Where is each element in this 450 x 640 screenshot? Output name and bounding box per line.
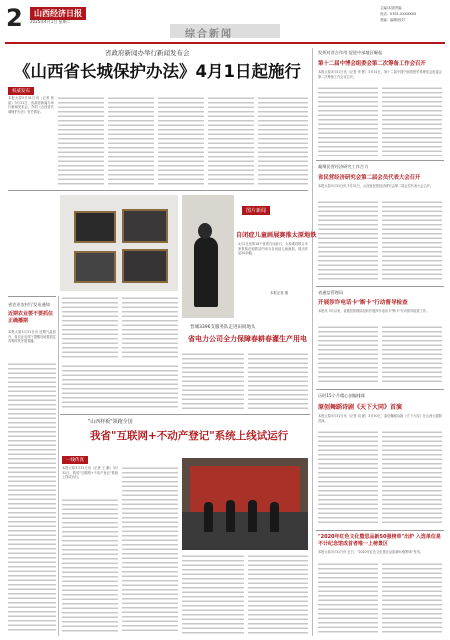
bottom-headline: 我省"互联网+不动产登记"系统上线试运行 — [90, 430, 289, 442]
bottom-tag: 一线传真 — [62, 456, 88, 464]
right-rule-2 — [316, 286, 444, 287]
paper-name: 山西经济日报 — [30, 7, 86, 20]
bottom-rule — [60, 414, 310, 415]
visitor-head — [198, 223, 212, 239]
mid-col-1 — [62, 296, 118, 360]
right-low2-lede: 本报太原3月31日讯（记者 刘 媛）3月30日，原创舞蹈诗剧《天下大同》在山西大剧院首演。 — [318, 414, 442, 423]
design-line: 美编：编辑/校对 — [380, 18, 405, 22]
person-2 — [226, 500, 235, 532]
editor-line: 主编/本版责编 — [380, 6, 402, 10]
painting-frame-3 — [74, 251, 116, 283]
right-mid-body-2 — [382, 200, 442, 282]
right-bottom-body — [318, 562, 378, 634]
lead-lede: 本报太原3月31日讯（记者 张 晶）3月31日，省政府新闻办举行新闻发布会，介绍《山西省长城保护办法》有关情况。 — [8, 96, 54, 114]
left-kicker: 省农业农村厅发布通知 — [8, 302, 50, 307]
person-4 — [270, 502, 279, 532]
masthead-rule — [5, 42, 445, 44]
right-top-kicker: 发挥对晋合作用 促进中部地区崛起 — [318, 50, 383, 55]
lead-body-3 — [158, 96, 204, 186]
right-low2-body — [318, 430, 378, 526]
photo-paintings — [60, 195, 178, 291]
page-number: 2 — [6, 4, 23, 32]
bottom-lede: 本报太原3月31日讯（记者 王 鹏）3月31日，我省"互联网+不动产登记"系统上线试运行。 — [62, 466, 118, 479]
painting-frame-1 — [74, 211, 116, 243]
date-line: 2025年4月1日 星期二 — [30, 19, 71, 24]
left-intro: 本报太原3月31日讯 近期气温回升，省农业农村厅提醒各地要抓住有利时机开展春播。 — [8, 330, 56, 343]
right-bottom-lede: 本报太原3月31日讯 近日，"2020年红色文化景区品质新50强榜单"发布。 — [318, 550, 424, 554]
right-top-body-2 — [382, 86, 442, 156]
painting-frame-2 — [122, 209, 168, 243]
right-mid-kicker: 凝聚民营经济研究工作合力 — [318, 164, 369, 169]
right-rule-4 — [316, 530, 444, 531]
photo-launch-ceremony — [182, 458, 308, 550]
right-low2-headline: 原创舞蹈诗剧《天下大同》首演 — [318, 404, 403, 411]
masthead — [0, 0, 450, 44]
photo-visitor — [182, 195, 234, 318]
right-low-body-2 — [382, 325, 442, 385]
lead-rule — [8, 190, 308, 191]
left-rule — [8, 296, 56, 297]
photo-news-credit: 本报记者 摄 — [270, 291, 289, 295]
bottom-col-3 — [182, 554, 244, 634]
lead-headline: 《山西省长城保护办法》4月1日起施行 — [14, 62, 301, 81]
person-3 — [248, 500, 257, 532]
right-mid-lede: 本报太原3月31日讯 3月31日，山西省民营经济研究会第二届会员代表大会召开。 — [318, 184, 434, 188]
right-top-body — [318, 86, 378, 156]
right-mid-body — [318, 200, 378, 282]
lead-body-1 — [58, 96, 104, 186]
right-top-headline: 第十二届中博会组委会第二次筹备工作会召开 — [318, 61, 426, 67]
lead-kicker: 省政府新闻办举行新闻发布会 — [105, 49, 190, 57]
right-low2-body-2 — [382, 430, 442, 526]
lead-tag: 权威发布 — [8, 87, 34, 95]
section-title: 综合新闻 — [185, 29, 233, 40]
mid-body-2 — [248, 352, 308, 410]
column-divider — [312, 48, 313, 636]
mid-headline: 省电力公司全力保障春耕春灌生产用电 — [188, 335, 307, 343]
bottom-kicker: "山西样板"领跑全国 — [88, 419, 133, 425]
right-bottom-body-2 — [382, 562, 442, 634]
bottom-col-4 — [248, 554, 308, 634]
right-bottom-headline: "2020年红色文化暨思品新50强榜单"出炉 入选单位是不计纪念馆成首者唯一上榜景区 — [318, 534, 441, 547]
right-mid-headline: 省民营经济研究会第二届会员代表大会召开 — [318, 175, 421, 181]
person-1 — [204, 502, 213, 532]
right-low-body — [318, 325, 378, 385]
mid-kicker: 晋城3396支服务队走进田间地头 — [190, 325, 256, 330]
photo-news-caption: 4月2日是第18个世界自闭症日，太原地铁联合多家机构在地铁站内举办自闭症儿童画展，展出作品20余幅。 — [238, 242, 308, 255]
visitor-figure — [194, 237, 218, 307]
stage-floor — [182, 512, 308, 550]
left-body — [8, 362, 56, 632]
mid-col-2 — [122, 296, 178, 360]
photo-news-tag: 图片新闻 — [242, 206, 270, 215]
mid-body-1 — [182, 352, 244, 410]
phone-line: 电话：0351-XXXXXXX — [380, 12, 417, 16]
lead-body-2 — [108, 96, 154, 186]
lead-body-4 — [208, 96, 254, 186]
lead-body-5 — [258, 96, 308, 186]
photo-news-headline: 自闭症儿童画展赛推太原地铁 — [236, 232, 317, 239]
painting-frame-4 — [122, 249, 168, 283]
mid-body-3 — [62, 364, 178, 410]
right-low-headline: 开展涉诈电话卡"断卡"行动督导检查 — [318, 300, 408, 306]
right-top-lede: 本报太原3月31日讯（记者 李 彬）3月31日，第十二届中国中部投资贸易博览会组委会第二次筹备工作会议召开。 — [318, 70, 442, 79]
right-low-kicker: 省通信管理局 — [318, 290, 344, 295]
bottom-col-2 — [122, 466, 178, 634]
right-low2-kicker: 历时15个月精心创编排练 — [318, 393, 366, 398]
right-rule-1 — [316, 160, 444, 161]
left-divider — [58, 296, 59, 636]
right-low-lede: 本报讯 3月以来，省通信管理局组织开展涉诈电话卡"断卡"行动督导检查工作。 — [318, 309, 430, 313]
right-rule-3 — [316, 389, 444, 390]
bottom-col-1 — [62, 498, 118, 634]
left-headline: 近期农业要不要抓住正确播期 — [8, 311, 54, 324]
